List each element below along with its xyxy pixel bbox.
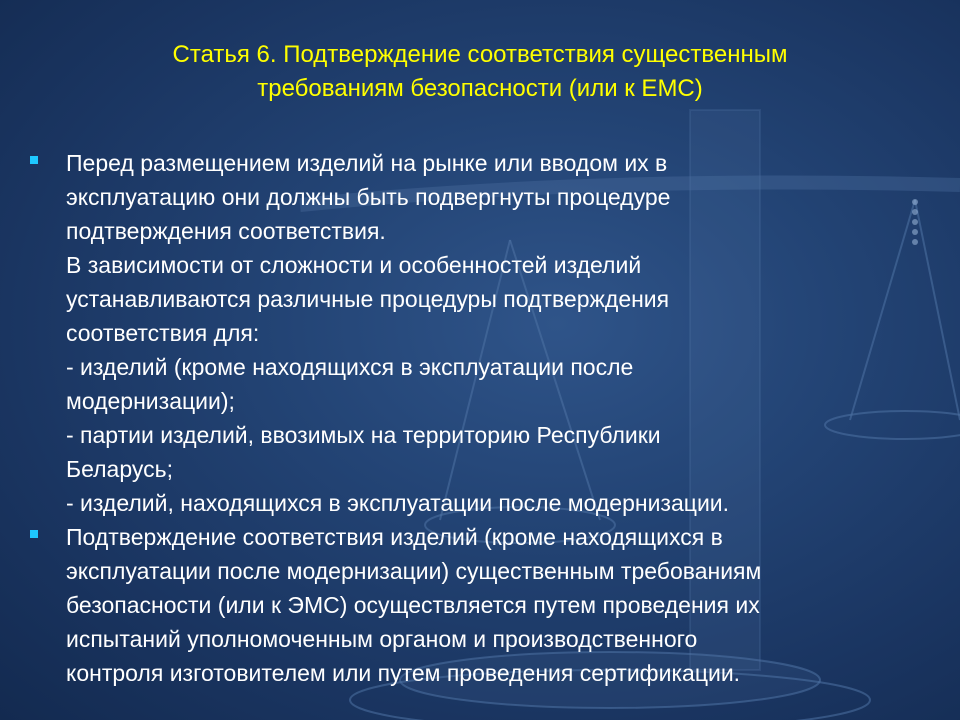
bullet-item (28, 520, 928, 690)
text-line: Подтверждение соответствия изделий (кроме находящихся в (66, 524, 723, 550)
title-line: Статья 6. Подтверждение соответствия существенным (172, 41, 788, 68)
text-line: Беларусь; (66, 456, 173, 482)
text-line: Перед размещением изделий на рынке или вводом их в (66, 150, 668, 176)
text-line: испытаний уполномоченным органом и производственного (66, 626, 698, 652)
text-line: эксплуатации после модернизации) существенным требованиям (66, 558, 762, 584)
text-line: устанавливаются различные процедуры подтверждения (66, 286, 670, 312)
slide-body (28, 146, 928, 690)
text-line: соответствия для: (66, 320, 260, 346)
text-line: безопасности (или к ЭМС) осуществляется путем проведения их (66, 592, 760, 618)
text-line: подтверждения соответствия. (66, 218, 386, 244)
text-line: - изделий (кроме находящихся в эксплуатации после (66, 354, 634, 380)
text-line: контроля изготовителем или путем проведения сертификации. (66, 660, 741, 686)
text-line: - изделий, находящихся в эксплуатации после модернизации. (66, 490, 730, 516)
slide-title (60, 38, 900, 106)
bullet-square-icon (30, 156, 38, 164)
text-line: модернизации); (66, 388, 235, 414)
text-line: В зависимости от сложности и особенностей изделий (66, 252, 642, 278)
text-line: - партии изделий, ввозимых на территорию Республики (66, 422, 661, 448)
text-line: эксплуатацию они должны быть подвергнуты процедуре (66, 184, 671, 210)
bullet-item (28, 146, 928, 520)
title-line: требованиям безопасности (или к ЕМС) (257, 75, 703, 102)
bullet-square-icon (30, 530, 38, 538)
